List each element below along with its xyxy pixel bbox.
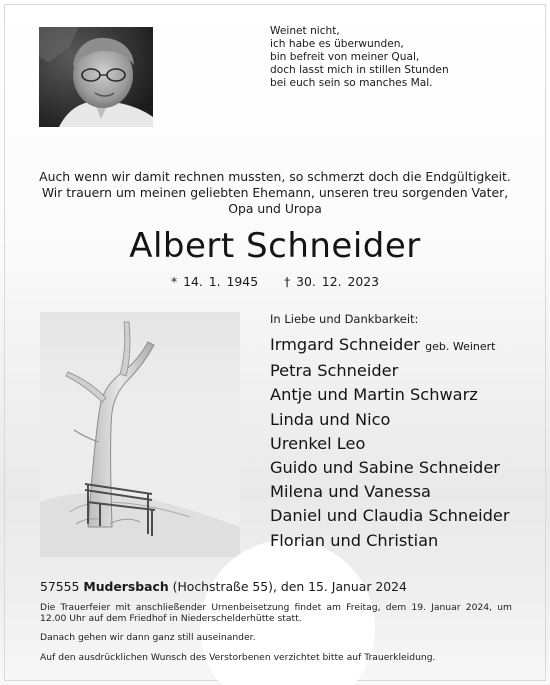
death-date: † 30. 12. 2023 [284,274,379,289]
deceased-name: Albert Schneider [129,226,421,266]
family-list [270,333,510,553]
family-member [270,432,510,456]
family-member [270,383,510,407]
family-member-name: Linda und Nico [270,409,391,429]
family-lead: In Liebe und Dankbarkeit: [270,312,419,326]
poem-line: doch lasst mich in stillen Stunden [270,64,449,76]
farewell-note: Danach gehen wir dann ganz still auseinander. [40,632,256,644]
place-date-line [40,579,407,594]
intro-line: Wir trauern um meinen geliebten Ehemann, unseren treu sorgenden Vater, [41,185,509,200]
family-member-name: Florian und Christian [270,530,439,550]
family-member [270,408,510,432]
family-member [270,456,510,480]
attire-note: Auf den ausdrücklichen Wunsch des Verstorbenen verzichtet bitte auf Trauerkleidung. [40,651,436,663]
family-member-suffix: geb. Weinert [425,340,496,353]
tree-bench-drawing [40,312,240,557]
intro-text [20,169,530,217]
family-member-name: Petra Schneider [270,361,399,381]
postal-code: 57555 [40,579,80,594]
family-member [270,504,510,528]
family-member [270,480,510,504]
family-member-name: Daniel und Claudia Schneider [270,506,510,526]
family-member [270,333,510,359]
family-member-name: Urenkel Leo [270,433,366,453]
tree-bench-illustration [40,312,240,557]
portrait-image [39,27,153,127]
portrait-photo [39,27,153,127]
poem-line: bin befreit von meiner Qual, [270,51,420,63]
family-member-name: Milena und Vanessa [270,482,431,502]
poem-line: bei euch sein so manches Mal. [270,77,433,89]
family-member-name: Antje und Martin Schwarz [270,385,478,405]
poem [270,25,510,90]
family-member [270,359,510,383]
ceremony-details: Die Trauerfeier mit anschließender Urnenbeisetzung findet am Freitag, dem 19. Januar 2024, um 12.00 Uhr auf dem Friedhof in Niederschelderhütte statt. [40,602,512,625]
intro-line: Opa und Uropa [228,201,322,216]
poem-line: ich habe es überwunden, [270,38,404,50]
intro-line: Auch wenn wir damit rechnen mussten, so schmerzt doch die Endgültigkeit. [39,169,511,184]
family-member-name: Guido und Sabine Schneider [270,458,500,478]
town-name: Mudersbach [83,579,169,594]
poem-line: Weinet nicht, [270,25,340,37]
ceremony-info [40,602,512,671]
life-dates [0,274,550,289]
family-member [270,529,510,553]
family-member-name: Irmgard Schneider [270,335,420,354]
birth-date: * 14. 1. 1945 [171,274,259,289]
address-date: (Hochstraße 55), den 15. Januar 2024 [172,579,407,594]
